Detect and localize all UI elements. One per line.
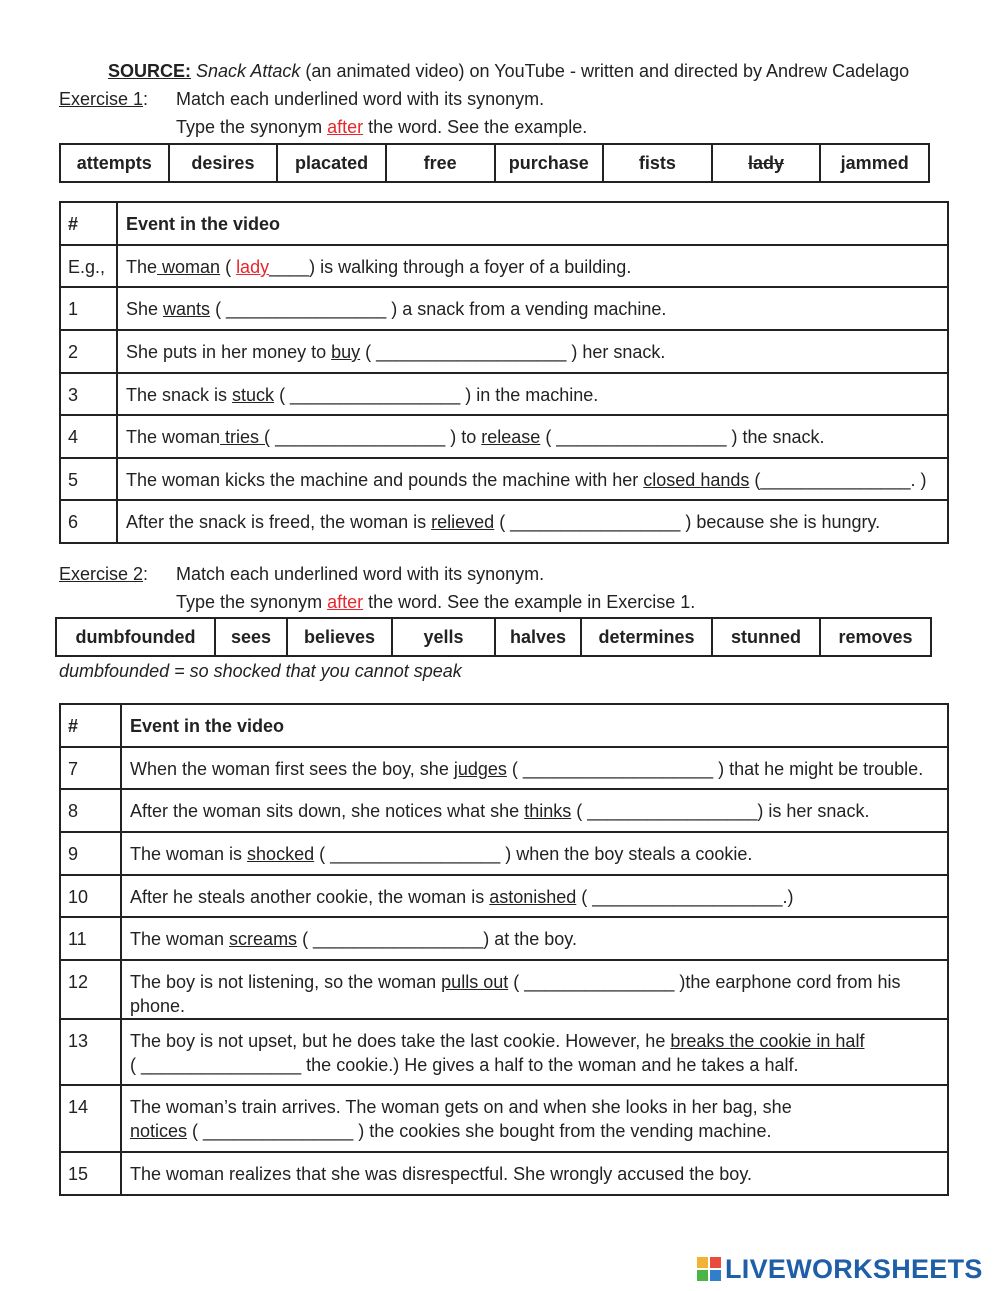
answer-row-9[interactable]: The woman is shocked ( _________________ ) when the boy steals a cookie. [121, 832, 948, 875]
word-bank-1 [59, 143, 930, 183]
answer-row-5[interactable]: The woman kicks the machine and pounds the machine with her closed hands (_______________. ) [117, 458, 948, 500]
word-bank-item: believes [287, 618, 392, 656]
word-bank-item: yells [392, 618, 495, 656]
header-event: Event in the video [117, 202, 948, 245]
header-event: Event in the video [121, 704, 948, 747]
answer-row-2[interactable]: She puts in her money to buy ( ___________________ ) her snack. [117, 330, 948, 373]
answer-row-14[interactable]: The woman’s train arrives. The woman gets on and when she looks in her bag, she notices ( _______________ ) the cookies she bought from the vending machine. [121, 1085, 948, 1152]
table-row [60, 832, 948, 875]
table-row [60, 373, 948, 415]
row-number: 15 [68, 1164, 89, 1184]
row-number: 2 [68, 342, 79, 362]
table-row [60, 415, 948, 458]
row-number: 6 [68, 512, 79, 532]
table-row [60, 287, 948, 330]
target-word: notices [130, 1121, 188, 1141]
target-word: astonished [489, 887, 577, 907]
word-bank-item-used: lady [712, 144, 821, 182]
word-bank-item: fists [603, 144, 712, 182]
row-number: 7 [68, 759, 79, 779]
word-bank-item: purchase [495, 144, 604, 182]
word-bank-item: sees [215, 618, 287, 656]
table-row [60, 917, 948, 960]
word-bank-item: determines [581, 618, 712, 656]
row-number: 4 [68, 427, 79, 447]
exercise1-label: Exercise 1 [59, 89, 144, 109]
source-line [108, 61, 909, 82]
logo-text: LIVEWORKSHEETS [725, 1253, 983, 1284]
answer-row-10[interactable]: After he steals another cookie, the woman is astonished ( ___________________.) [121, 875, 948, 917]
row-number: 14 [68, 1097, 89, 1117]
definition-note: dumbfounded = so shocked that you cannot speak [59, 661, 462, 681]
target-word: stuck [232, 385, 275, 405]
table-row [60, 458, 948, 500]
row-number: 9 [68, 844, 79, 864]
answer-row-13[interactable]: The boy is not upset, but he does take the last cookie. However, he breaks the cookie in half ( ________________ the cookie.) He gives a half to the woman and he takes a half. [121, 1019, 948, 1085]
target-word: shocked [247, 844, 315, 864]
header-num: # [60, 704, 121, 747]
target-word: relieved [431, 512, 495, 532]
after-emphasis: after [327, 592, 364, 612]
exercise2-label: Exercise 2 [59, 564, 144, 584]
table-row [60, 789, 948, 832]
table-row [60, 500, 948, 543]
table-row [60, 1019, 948, 1085]
word-bank-item: placated [277, 144, 386, 182]
table-row [60, 875, 948, 917]
answer-row-3[interactable]: The snack is stuck ( _________________ ) in the machine. [117, 373, 948, 415]
exercise2-heading: Exercise 2: [59, 564, 149, 584]
target-word: woman [157, 257, 221, 277]
word-bank-item: stunned [712, 618, 820, 656]
exercise2-instruction1: Match each underlined word with its synonym. [176, 564, 545, 584]
row-number: 1 [68, 299, 79, 319]
liveworksheets-logo [697, 1254, 983, 1284]
answer-row-6[interactable]: After the snack is freed, the woman is relieved ( _________________ ) because she is hungry. [117, 500, 948, 543]
header-num: # [60, 202, 117, 245]
answer-row-7[interactable]: When the woman first sees the boy, she judges ( ___________________ ) that he might be trouble. [121, 747, 948, 789]
exercise1-heading: Exercise 1: [59, 89, 149, 109]
answer-row-1[interactable]: She wants ( ________________ ) a snack from a vending machine. [117, 287, 948, 330]
exercise2-instruction2: Type the synonym after the word. See the example in Exercise 1. [176, 592, 696, 612]
row-number: E.g., [68, 257, 106, 277]
answer-row-12[interactable]: The boy is not listening, so the woman pulls out ( _______________ )the earphone cord from his phone. [121, 960, 948, 1019]
logo-blocks-icon [697, 1257, 721, 1281]
answer-row-8[interactable]: After the woman sits down, she notices what she thinks ( _________________) is her snack. [121, 789, 948, 832]
target-word: thinks [524, 801, 572, 821]
source-title: Snack Attack [196, 61, 301, 81]
source-label: SOURCE: [108, 61, 192, 81]
word-bank-item: removes [820, 618, 931, 656]
word-bank-2 [55, 617, 932, 657]
after-emphasis: after [327, 117, 364, 137]
answer-row-4[interactable]: The woman tries ( _________________ ) to release ( _________________ ) the snack. [117, 415, 948, 458]
target-word: release [481, 427, 541, 447]
example-answer: lady [236, 257, 270, 277]
target-word: closed hands [643, 470, 750, 490]
target-word: buy [331, 342, 361, 362]
table-row [60, 747, 948, 789]
word-bank-item: dumbfounded [56, 618, 215, 656]
row-number: 12 [68, 972, 89, 992]
word-bank-item: jammed [820, 144, 929, 182]
table-row: 15 The woman realizes that she was disrespectful. She wrongly accused the boy. [60, 1152, 948, 1195]
table-row: E.g., The woman ( lady____) is walking through a foyer of a building. [60, 245, 948, 287]
table-row [60, 330, 948, 373]
target-word: judges [453, 759, 507, 779]
table-row [60, 960, 948, 1019]
exercise1-instruction2: Type the synonym after the word. See the example. [176, 117, 588, 137]
target-word: wants [163, 299, 211, 319]
row-number: 10 [68, 887, 89, 907]
row-number: 3 [68, 385, 79, 405]
target-word: screams [229, 929, 298, 949]
row-number: 13 [68, 1031, 89, 1051]
word-bank-item: attempts [60, 144, 169, 182]
word-bank-item: halves [495, 618, 581, 656]
word-bank-item: free [386, 144, 495, 182]
target-word: pulls out [441, 972, 509, 992]
target-word: breaks the cookie in half [670, 1031, 865, 1051]
exercise1-instruction1: Match each underlined word with its synonym. [176, 89, 545, 109]
row-number: 5 [68, 470, 79, 490]
event-table-2 [59, 703, 949, 1196]
table-row [60, 1085, 948, 1152]
answer-row-11[interactable]: The woman screams ( _________________) at the boy. [121, 917, 948, 960]
source-rest: (an animated video) on YouTube - written and directed by Andrew Cadelago [300, 61, 910, 81]
row-number: 11 [68, 929, 87, 949]
event-table-1 [59, 201, 949, 544]
row-number: 8 [68, 801, 79, 821]
target-word: tries ( [220, 427, 271, 447]
word-bank-item: desires [169, 144, 278, 182]
